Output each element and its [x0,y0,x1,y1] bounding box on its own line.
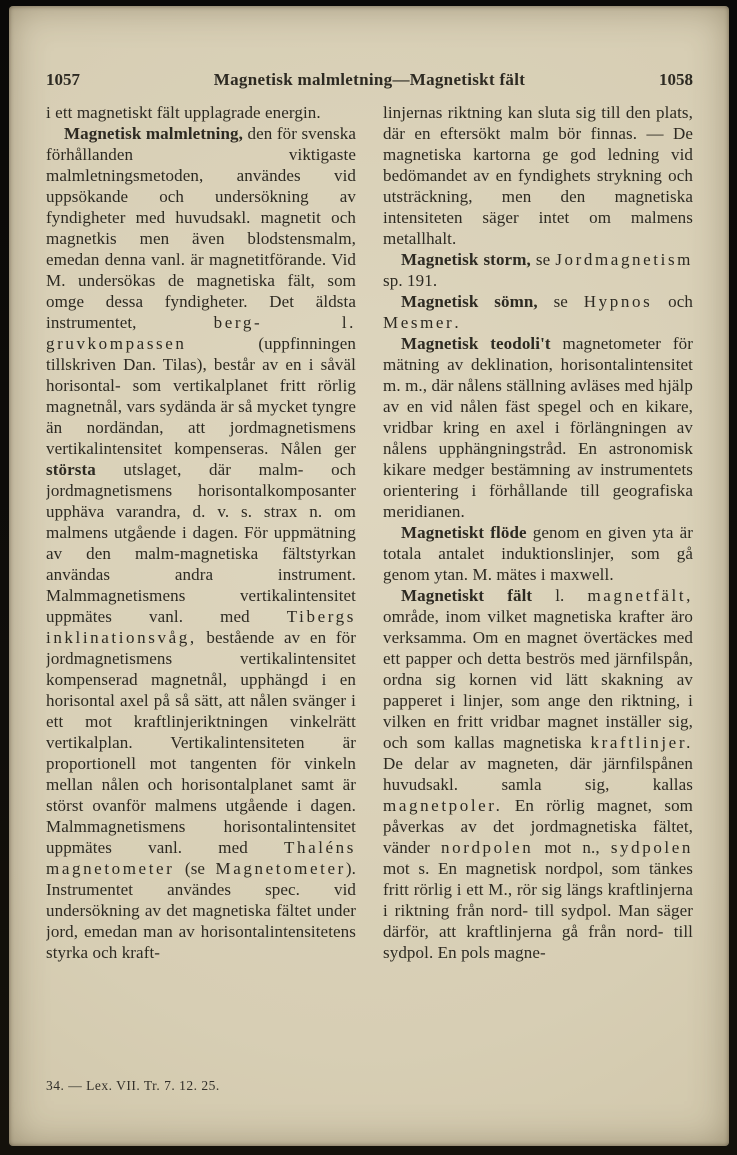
cross-reference: kraftlinjer. [590,733,693,752]
text-run: l. [532,586,588,605]
cross-reference: Mesmer [383,313,455,332]
cross-reference: nordpolen [441,838,534,857]
text-run: . [454,313,459,332]
text-columns [46,102,693,1070]
headword: största [46,460,96,479]
page-header [46,70,693,90]
column-right [383,102,693,1070]
text-run: bestående av en för jordmagnetismens vertikalintensitet kompenserad magnetnål, upphängd i en horisontal axel på så sätt, att nålen svänger i ett mot kraftlinjeriktningen vinkelrätt vertikalplan. Vertikalintensiteten är proportionell mot tangenten för vinkeln mellan nålen och horisontalplanet samt är störst ovanför malmens utgående i dagen. Malmmagnetismens horisontalintensitet uppmätes vanl. med [46,628,356,857]
column-left [46,102,356,1070]
headword: Magnetisk sömn, [401,292,538,311]
text-run: mot s. En magnetisk nordpol, som tänkes fritt rörlig i ett M., rör sig längs kraftlinjerna i riktning från nord- till sydpol. Man säger därför, att kraftlinjerna gå från nord- till sydpol. En pols magne- [383,859,693,962]
text-run: sp. 191. [383,271,438,290]
cross-reference: Thaléns magnetometer [46,838,356,878]
cross-reference: magnetfält, [587,586,693,605]
paragraph [46,102,356,123]
column-number-right: 1058 [658,70,693,89]
text-run: (uppfinningen tillskriven Dan. Tilas), består av en i såväl horisontal- som vertikalplanet fritt rörlig magnetnål, vars sydända är så mycket tyngre än nordändan, att jordmagnetismens vertikalintensitet kompenseras. Nålen ger [46,334,356,458]
paragraph [383,249,693,291]
cross-reference: magnetpoler. [383,796,503,815]
headword: Magnetiskt fält [401,586,533,605]
paragraph [383,522,693,585]
text-run: De delar av magneten, där järnfilspånen huvudsakl. samla sig, kallas [383,754,693,794]
text-run: genom en given yta är totala antalet induktionslinjer, som gå genom ytan. M. mätes i maxwell. [383,523,693,584]
headword: Magnetisk malmletning, [64,124,243,143]
page-title: Magnetisk malmletning—Magnetiskt fält [213,70,526,89]
paragraph [383,333,693,522]
text-run: och [652,292,693,311]
cross-reference: Hypnos [583,292,653,311]
text-run: se [530,250,556,269]
text-run: den för svenska förhållanden viktigaste malmletningsmetoden, användes vid uppsökande och undersökning av fyndigheter med huvudsakl. magnetit och magnetkis men även blodstensmalm, emedan denna vanl. är magnetitförande. Vid M. undersökas de magnetiska fält, som omge dessa fyndigheter. Det äldsta instrumentet, [46,124,356,332]
text-run: (se [174,859,216,878]
text-run: mot n., [533,838,611,857]
column-number-left: 1057 [46,70,80,89]
page-footer: 34. — Lex. VII. Tr. 7. 12. 25. [46,1078,220,1093]
text-run: linjernas riktning kan sluta sig till den plats, där en eftersökt malm bör finnas. — De magnetiska kartorna ge god ledning vid bedömandet av en fyndighets strykning och utsträckning, men den magnetiska intensiteten säger intet om malmens metallhalt. [383,103,693,248]
text-run: i ett magnetiskt fält upplagrade energin. [46,103,321,122]
text-run: En rörlig magnet, som påverkas av det jordmagnetiska fältet, vänder [383,796,693,857]
text-run: se [537,292,584,311]
text-run: magnetometer för mätning av deklination, horisontalintensitet m. m., där nålens ställning avläses med hjälp av en vid nålen fäst spegel och en kikare, vridbar kring en axel i förlängningen av nålens upphängningstråd. En astronomisk kikare medger bestämning av instrumentets orientering i förhållande till geografiska meridianen. [383,334,693,521]
text-run: utslaget, där malm- och jordmagnetismens horisontalkomposanter upphäva varandra, d. v. s. strax n. om malmens utgående i dagen. För uppmätning av den malm-magnetiska fältstyrkan användas andra instrument. Malmmagnetismens vertikalintensitet uppmätes vanl. med [46,460,356,626]
paragraph [383,291,693,333]
text-run: område, inom vilket magnetiska krafter äro verksamma. Om en magnet övertäckes med ett papper och detta beströs med järnfilspån, ordna sig kornen vid lätt skakning av papperet i linjer, som ange den riktning, i vilken en fritt vridbar magnet inställer sig, och som kallas magnetiska [383,607,693,752]
headword: Magnetisk storm, [401,250,531,269]
cross-reference: Magnetometer [215,859,346,878]
cross-reference: Jordmagnetism [555,250,693,269]
cross-reference: sydpolen [610,838,693,857]
headword: Magnetisk teodoli't [401,334,551,353]
headword: Magnetiskt flöde [401,523,527,542]
cross-reference: berg- l. gruvkompassen [46,313,356,353]
paragraph [383,585,693,963]
paragraph [383,102,693,249]
paper [9,6,729,1146]
text-run: ). Instrumentet användes spec. vid undersökning av det magnetiska fältet under jord, emedan man av horisontalintensitetens styrka och kraft- [46,859,356,962]
paragraph [46,123,356,963]
cross-reference: Tibergs inklinationsvåg, [46,607,356,647]
